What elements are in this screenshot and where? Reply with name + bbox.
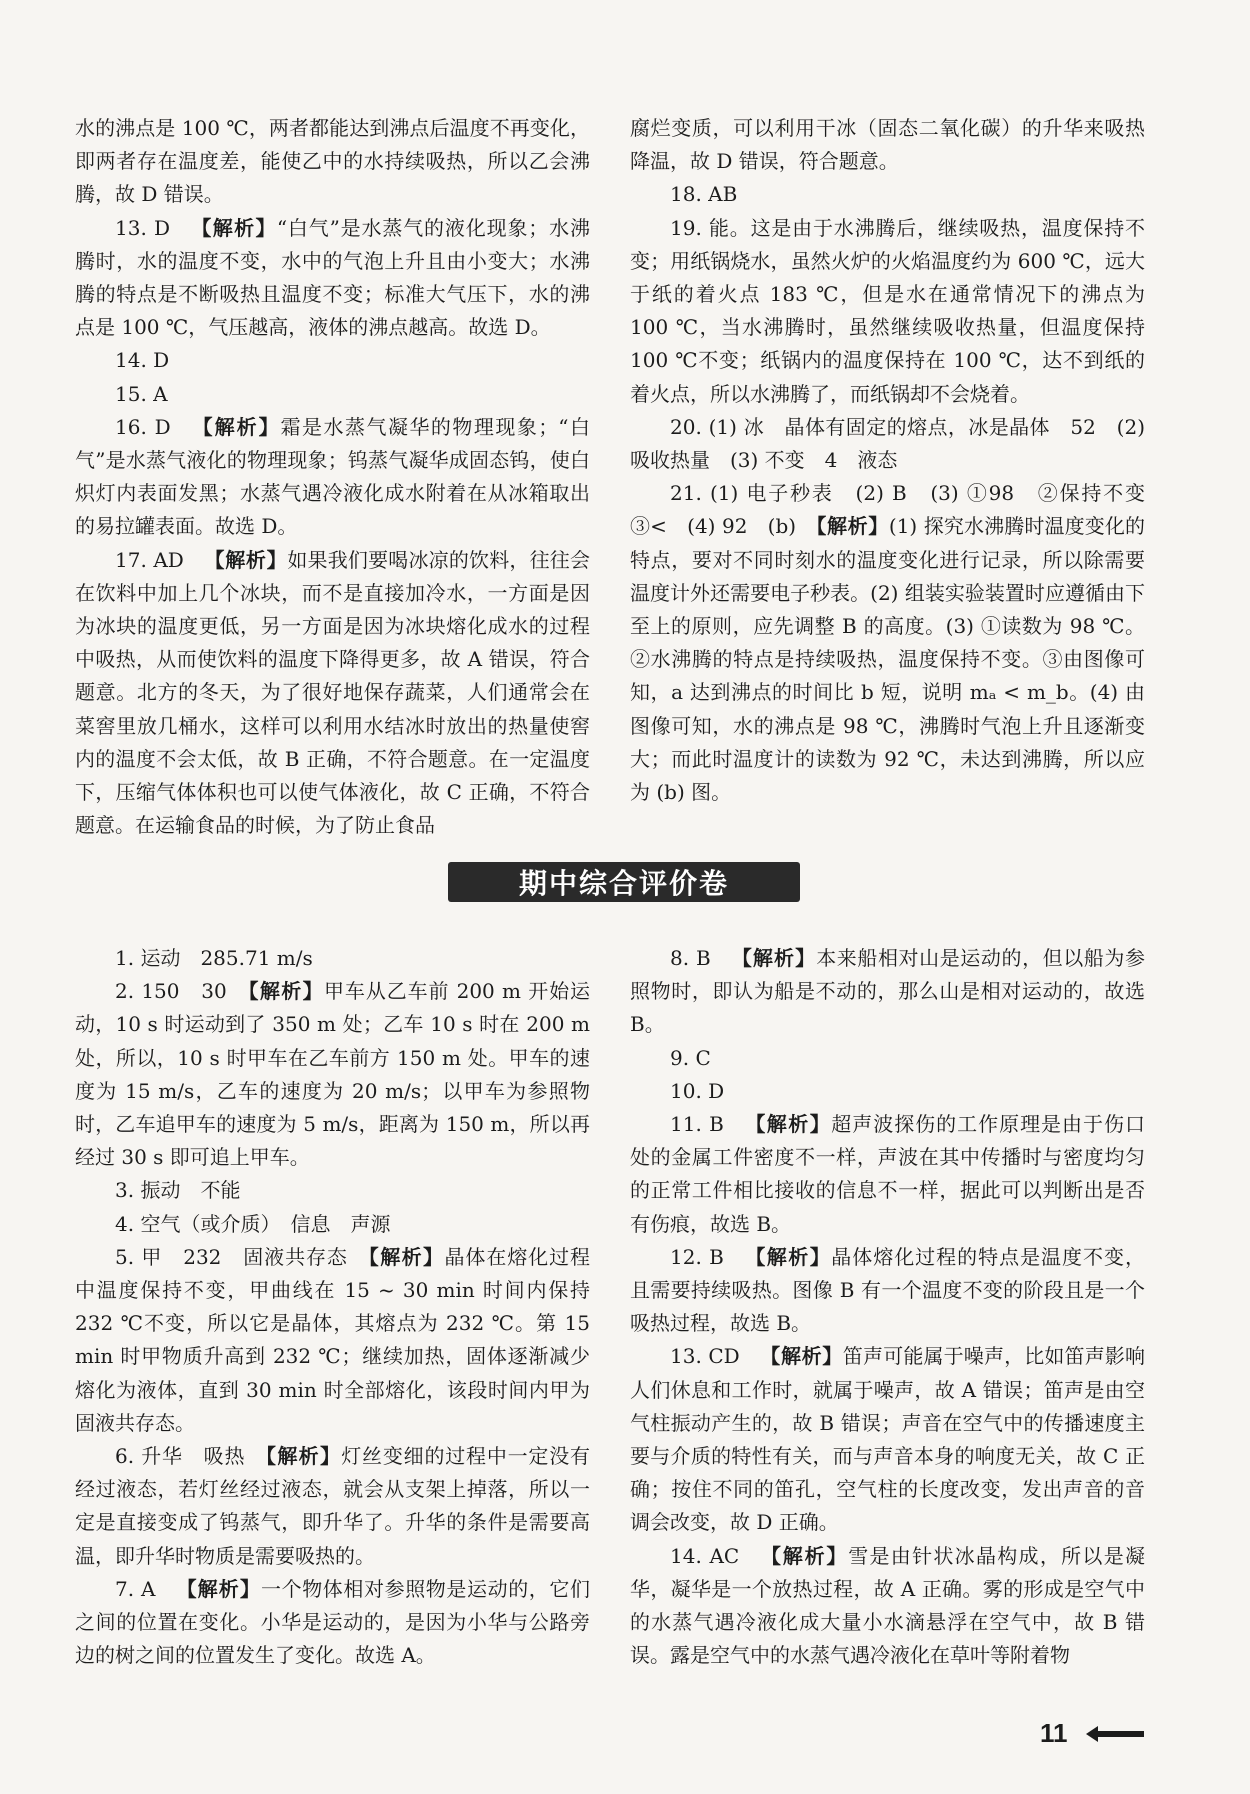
answer-item [75,1573,590,1673]
answer-value: 甲 232 固液共存态 [134,1244,369,1269]
analysis-tag: 【解析】 [710,946,817,970]
answer-number: 14. AC [670,1543,740,1568]
answer-text: 灯丝变细的过程中一定没有经过液态，若灯丝经过液态，就会从支架上掉落，所以一定是直接变成了钨蒸气，即升华了。升华的条件是需要高温，即升华时物质是需要吸热的。 [75,1444,591,1568]
answer-number: 17. AD [115,547,184,572]
answer-column-top-right [630,112,1165,809]
answer-item [630,942,1145,1042]
answer-item [630,1075,1145,1108]
answer-column-top-left [75,112,590,842]
answer-item [75,975,590,1174]
answer-item [630,1108,1145,1241]
answer-number: 6. [115,1444,135,1469]
answer-number: 4. [115,1211,135,1236]
page-footer [1040,1718,1146,1749]
answer-item [630,1340,1145,1539]
page-number: 11 [1040,1718,1068,1748]
answer-text: 空气（或介质） 信息 声源 [134,1211,391,1236]
analysis-tag: 【解析】 [368,1244,445,1269]
answer-item [630,178,1145,211]
answer-number: 16. D [115,414,171,439]
answer-number: 15. A [115,381,168,406]
answer-text: 晶体熔化过程的特点是温度不变，且需要持续吸热。图像 B 有一个温度不变的阶段且是一个吸热过程，故选 B。 [630,1244,1145,1336]
answer-item [630,1042,1145,1075]
section-title: 期中综合评价卷 [448,862,800,902]
answer-number: 12. B [670,1244,724,1269]
answer-item [75,112,590,212]
analysis-tag: 【解析】 [170,414,281,439]
answer-column-bottom-left [75,942,590,1672]
answer-number: 5. [115,1244,135,1269]
analysis-tag: 【解析】 [816,514,889,539]
arrow-left-icon [1086,1724,1146,1744]
answer-column-bottom-right [630,942,1145,1672]
answer-item [630,112,1145,178]
answer-item [75,378,590,411]
answer-number: 20. [670,414,702,439]
analysis-tag: 【解析】 [248,979,325,1004]
answer-text: 霜是水蒸气凝华的物理现象；“白气”是水蒸气液化的物理现象；钨蒸气凝华成固态钨，使白炽灯内表面发黑；水蒸气遇冷液化成水附着在从冰箱取出的易拉罐表面。故选 D。 [75,414,591,539]
analysis-tag: 【解析】 [739,1344,843,1369]
answer-item [75,1440,590,1573]
answer-number: 7. A [115,1576,156,1601]
analysis-tag: 【解析】 [266,1444,342,1469]
answer-text: 如果我们要喝冰凉的饮料，往往会在饮料中加上几个冰块，而不是直接加冷水，一方面是因为冰块的温度更低，另一方面是因为冰块熔化成水的过程中吸热，从而使饮料的温度下降得更多，故 A 错误，符合题意。北方的冬天，为了很好地保存蔬菜，人们通常会在菜窖里放几桶水，这样可以利用水结冰时放出的热量使窖内的温度不会太低，故 B 正确，不符合题意。在一定温度下，压缩气体体积也可以使气体液化，故 C 正确，不符合题意。在运输食品的时候，为了防止食品 [75,547,591,838]
answer-item [630,212,1145,411]
answer-item [630,411,1145,477]
answer-number: 8. B [670,946,711,970]
answer-number: 2. [115,979,135,1004]
answer-item [75,942,590,975]
analysis-tag: 【解析】 [723,1112,832,1137]
answer-item [75,212,590,345]
analysis-tag: 【解析】 [183,547,288,572]
answer-number: 19. [670,215,702,240]
answer-item [75,1241,590,1440]
answer-text: 一个物体相对参照物是运动的，它们之间的位置在变化。小华是运动的，是因为小华与公路旁边的树之间的位置发生了变化。故选 A。 [75,1576,591,1668]
answer-item [75,544,590,843]
answer-value: 升华 吸热 [134,1444,267,1469]
answer-text: 超声波探伤的工作原理是由于伤口处的金属工件密度不一样，声波在其中传播时与密度均匀的正常工件相比接收的信息不一样，据此可以判断出是否有伤痕，故选 B。 [630,1112,1145,1236]
answer-number: 11. B [670,1112,724,1137]
answer-text: “白气”是水蒸气的液化现象；水沸腾时，水的温度不变，水中的气泡上升且由小变大；水沸腾的特点是不断吸热且温度不变；标准大气压下，水的沸点是 100 ℃，气压越高，液体的沸点越高。故选 D。 [75,215,591,340]
answer-text: 本来船相对山是运动的，但以船为参照物时，即认为船是不动的，那么山是相对运动的，故选 B。 [630,946,1146,1037]
answer-number: 18. AB [670,182,738,207]
answer-text: (1) 探究水沸腾时温度变化的特点，要对不同时刻水的温度变化进行记录，所以除需要温度计外还需要电子秒表。(2) 组装实验装置时应遵循由下至上的原则，应先调整 B 的高度。(3) ①读数为 98 ℃。②水沸腾的特点是持续吸热，温度保持不变。③由图像可知，a 达到沸点的时间比 b 短，说明 mₐ < m_b。(4) 由图像可知，水的沸点是 98 ℃，沸腾时气泡上升且逐渐变大；而此时温度计的读数为 92 ℃，未达到沸腾，所以应为 (b) 图。 [630,514,1146,805]
answer-text: (1) 冰 晶体有固定的熔点，冰是晶体 52 (2) 吸收热量 (3) 不变 4 液态 [630,414,1145,473]
answer-text: 振动 不能 [134,1178,241,1203]
answer-value: 150 30 [134,979,249,1004]
analysis-tag: 【解析】 [723,1244,832,1269]
answer-number: 9. C [670,1045,711,1070]
answer-number: 13. D [115,215,171,240]
answer-item [630,1241,1145,1341]
answer-item [75,344,590,377]
answer-number: 14. D [115,348,170,373]
answer-text: 运动 285.71 m/s [134,946,313,970]
analysis-tag: 【解析】 [739,1543,849,1568]
answer-text: 笛声可能属于噪声，比如笛声影响人们休息和工作时，就属于噪声，故 A 错误；笛声是由空气柱振动产生的，故 B 错误；声音在空气中的传播速度主要与介质的特性有关，而与声音本身的响度无关，故 C 正确；按住不同的笛孔，空气柱的长度改变，发出声音的音调会改变，故 D 正确。 [630,1344,1145,1535]
answer-item [630,1540,1145,1673]
answer-item [630,477,1165,809]
answer-text: 腐烂变质，可以利用干冰（固态二氧化碳）的升华来吸热降温，故 D 错误，符合题意。 [630,116,1145,174]
answer-number: 13. CD [670,1344,740,1369]
answer-number: 21. [670,481,702,506]
analysis-tag: 【解析】 [170,215,277,240]
answer-text: 能。这是由于水沸腾后，继续吸热，温度保持不变；用纸锅烧水，虽然火炉的火焰温度约为 600 ℃，远大于纸的着火点 183 ℃，但是水在通常情况下的沸点为 100 ℃，当水沸腾时，虽然继续吸收热量，但温度保持 100 ℃不变；纸锅内的温度保持在 100 ℃，达不到纸的着火点，所以水沸腾了，而纸锅却不会烧着。 [630,215,1145,406]
answer-text: 水的沸点是 100 ℃，两者都能达到沸点后温度不再变化，即两者存在温度差，能使乙中的水持续吸热，所以乙会沸腾，故 D 错误。 [75,116,590,207]
answer-value: (1) 电子秒表 (2) B (3) ①98 ②保持不变 ③< (4) 92 (b) [630,481,1165,539]
answer-number: 10. D [670,1078,725,1103]
analysis-tag: 【解析】 [155,1576,261,1601]
answer-text: 雪是由针状冰晶构成，所以是凝华，凝华是一个放热过程，故 A 正确。雾的形成是空气中的水蒸气遇冷液化成大量小水滴悬浮在空气中，故 B 错误。露是空气中的水蒸气遇冷液化在草叶等附着物 [630,1543,1146,1668]
answer-item [75,411,590,544]
answer-text: 甲车从乙车前 200 m 开始运动，10 s 时运动到了 350 m 处；乙车 10 s 时在 200 m 处，所以，10 s 时甲车在乙车前方 150 m 处。甲车的速度为 15 m/s，乙车的速度为 20 m/s；以甲车为参照物时，乙车追甲车的速度为 5 m/s，距离为 150 m，所以再经过 30 s 即可追上甲车。 [75,979,590,1170]
answer-item [75,1208,590,1241]
answer-number: 1. [115,946,135,970]
answer-item [75,1174,590,1207]
answer-text: 晶体在熔化过程中温度保持不变，甲曲线在 15 ~ 30 min 时间内保持 232 ℃不变，所以它是晶体，其熔点为 232 ℃。第 15 min 时甲物质升高到 232 ℃；继续加热，固体逐渐减少熔化为液体，直到 30 min 时全部熔化，该段时间内甲为固液共存态。 [75,1244,591,1435]
answer-number: 3. [115,1178,135,1203]
